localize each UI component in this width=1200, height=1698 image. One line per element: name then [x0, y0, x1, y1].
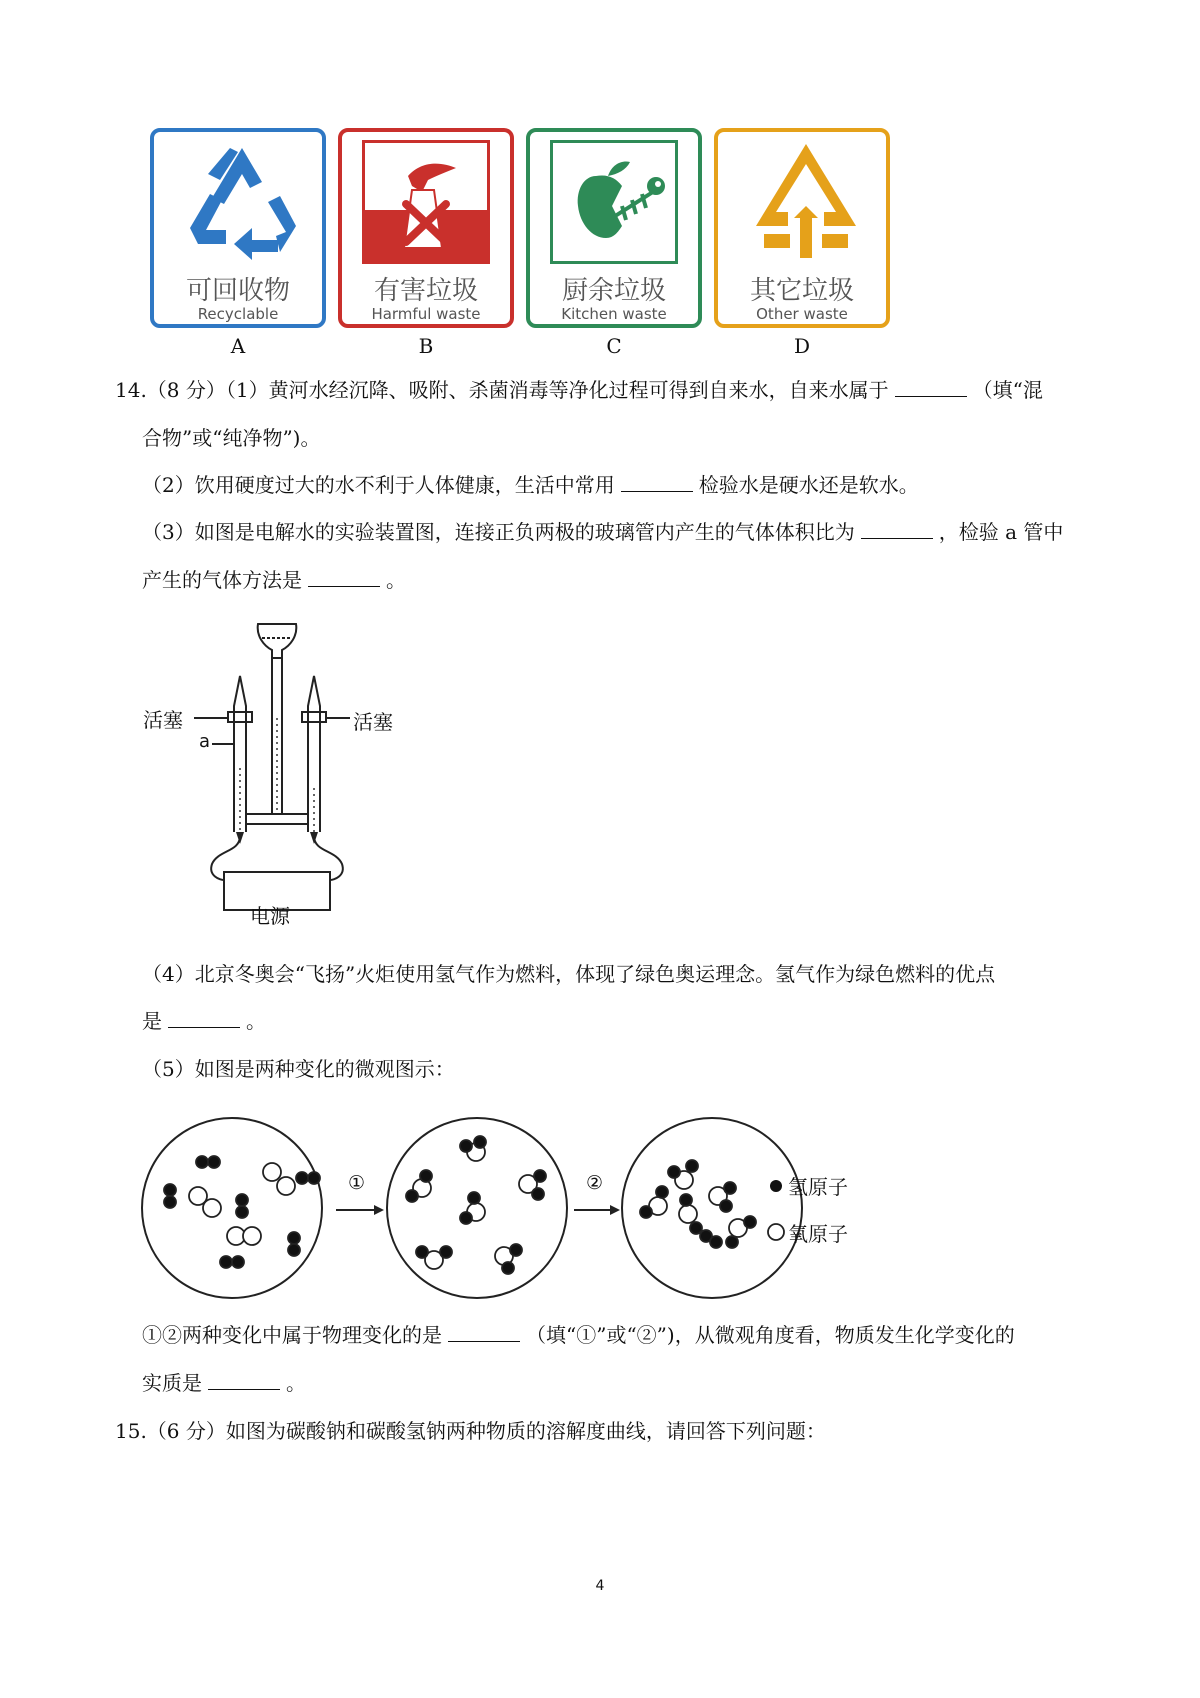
q14-part-6: [142, 1322, 1015, 1348]
tube-a-label: a: [199, 731, 211, 752]
q14-text: 。: [246, 1009, 266, 1033]
other-waste-icon: [744, 138, 868, 266]
q14-part-3: [142, 519, 1063, 545]
q14-part-5: （5）如图是两种变化的微观图示：: [142, 1057, 455, 1081]
q14-line-1: [115, 377, 1043, 403]
stopcock-right-label: 活塞: [353, 710, 393, 734]
sign-cn-label: 其它垃圾: [749, 276, 854, 306]
option-letter-c: C: [606, 334, 622, 358]
electrolysis-diagram: [190, 618, 380, 938]
q14-part-4: （4）北京冬奥会“飞扬”火炬使用氢气作为燃料，体现了绿色奥运理念。氢气作为绿色燃料的优点: [142, 962, 996, 986]
sign-recyclable: [150, 128, 326, 328]
sign-en-label: Other waste: [756, 305, 848, 323]
q14-part-2: [142, 472, 919, 498]
option-letter-d: D: [793, 334, 811, 358]
harmful-icon: [372, 146, 480, 258]
sign-en-label: Harmful waste: [371, 305, 481, 323]
option-letter-a: A: [230, 334, 246, 358]
q14-text: 产生的气体方法是: [142, 568, 302, 592]
q14-text: 检验水是硬水还是软水。: [698, 473, 919, 497]
answer-blank[interactable]: [621, 473, 693, 492]
micro-change-diagram: [140, 1110, 940, 1310]
arrow-2-label: ②: [586, 1172, 604, 1194]
sign-cn-label: 可回收物: [185, 276, 290, 306]
kitchen-waste-icon: [556, 146, 672, 258]
sign-cn-label: 厨余垃圾: [561, 276, 666, 306]
q14-part-4b: [142, 1008, 266, 1034]
answer-blank[interactable]: [895, 378, 967, 397]
q14-text: （填“①”或“②”)，从微观角度看，物质发生化学变化的: [526, 1323, 1015, 1347]
q14-text: ，检验 a 管中: [938, 520, 1064, 544]
legend-oxygen-label: 氧原子: [788, 1222, 848, 1246]
stopcock-left-label: 活塞: [143, 708, 183, 732]
q14-text: （填“混: [972, 378, 1043, 402]
q14-text: 。: [286, 1371, 306, 1395]
question-15: 15.（6 分）如图为碳酸钠和碳酸氢钠两种物质的溶解度曲线，请回答下列问题：: [115, 1419, 826, 1443]
q14-text: 。: [386, 568, 406, 592]
q14-line-2: 合物”或“纯净物”)。: [142, 426, 321, 450]
q14-part-3b: [142, 567, 406, 593]
sign-en-label: Kitchen waste: [561, 305, 667, 323]
q14-text: （3）如图是电解水的实验装置图，连接正负两极的玻璃管内产生的气体体积比为: [142, 520, 855, 544]
page-number: 4: [595, 1578, 605, 1594]
answer-blank[interactable]: [448, 1323, 520, 1342]
arrow-1-label: ①: [348, 1172, 366, 1194]
q14-text: ①②两种变化中属于物理变化的是: [142, 1323, 442, 1347]
q14-text: （2）饮用硬度过大的水不利于人体健康，生活中常用: [142, 473, 615, 497]
answer-blank[interactable]: [861, 520, 933, 539]
legend-hydrogen-label: 氢原子: [788, 1175, 848, 1199]
sign-cn-label: 有害垃圾: [373, 276, 478, 306]
q14-part-6b: [142, 1370, 306, 1396]
sign-harmful: [338, 128, 514, 328]
sign-en-label: Recyclable: [197, 305, 279, 323]
recycle-icon: [182, 140, 302, 260]
sign-kitchen: [526, 128, 702, 328]
answer-blank[interactable]: [168, 1009, 240, 1028]
option-letter-b: B: [418, 334, 434, 358]
power-source-label: 电源: [250, 904, 290, 928]
q14-text: 实质是: [142, 1371, 202, 1395]
q14-text: 是: [142, 1009, 162, 1033]
answer-blank[interactable]: [308, 568, 380, 587]
q14-text: 14.（8 分）（1）黄河水经沉降、吸附、杀菌消毒等净化过程可得到自来水，自来水属于: [115, 378, 889, 402]
sign-other: [714, 128, 890, 328]
answer-blank[interactable]: [208, 1371, 280, 1390]
